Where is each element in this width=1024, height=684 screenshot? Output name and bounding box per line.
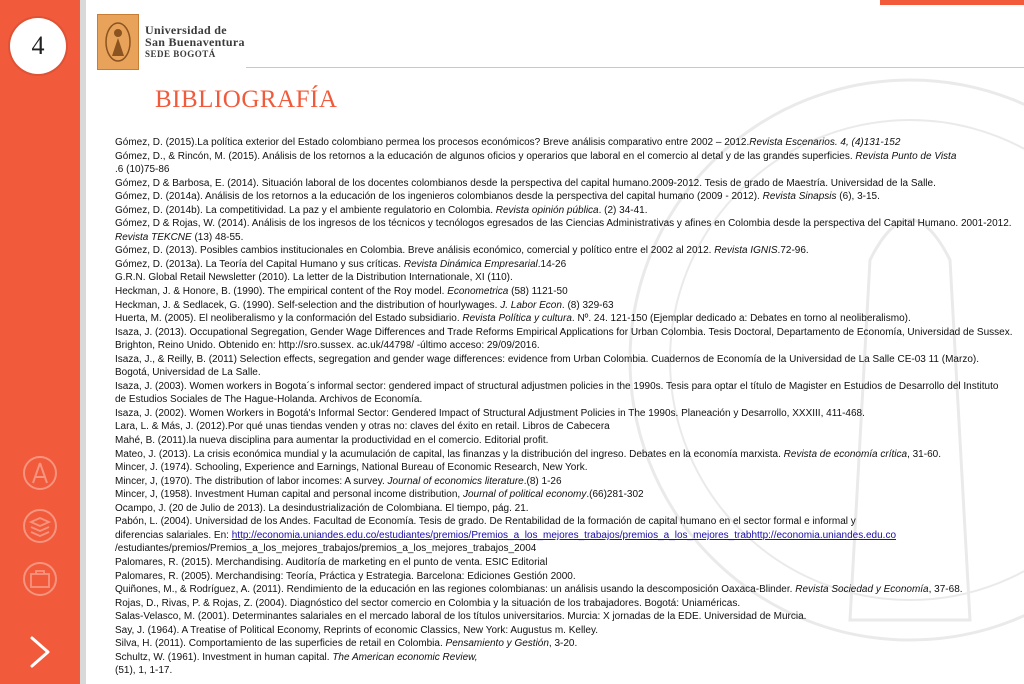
reference-line bbox=[115, 664, 1024, 678]
reference-journal: The American economic Review, bbox=[332, 651, 478, 663]
reference-line bbox=[115, 624, 1024, 638]
reference-line bbox=[115, 475, 1024, 489]
reference-journal: Revista de economía crítica bbox=[783, 448, 908, 460]
reference-suffix: , 37-68. bbox=[928, 584, 963, 596]
reference-journal: Revista IGNIS bbox=[714, 245, 778, 257]
sidebar-edge bbox=[80, 0, 86, 684]
reference-text: Heckman, J. & Honore, B. (1990). The empirical content of the Roy model. bbox=[115, 286, 448, 298]
reference-journal: Revista Escenarios. 4, (4)131-152 bbox=[749, 137, 901, 148]
reference-text: Schultz, W. (1961). Investment in human capital. bbox=[115, 651, 333, 663]
reference-journal: Revista Sociedad y Economía bbox=[795, 584, 929, 596]
reference-text: Gómez, D. (2013). Posibles cambios institucionales en Colombia. Breve análisis económico, comercial y político entre el 2002 al 2012. bbox=[115, 245, 715, 257]
reference-text: Gómez, D. (2014a). Análisis de los retornos a la educación de los ingenieros colombianos desde la perspectiva del capital humano (2009 - 2012). bbox=[115, 191, 763, 203]
reference-line bbox=[115, 407, 1024, 421]
reference-journal: Revista TEKCNE bbox=[115, 231, 192, 243]
reference-line bbox=[115, 556, 1024, 570]
reference-journal: Journal of economics literature bbox=[387, 475, 524, 487]
reference-text: Isaza, J., & Reilly, B. (2011) Selection effects, segregation and gender wage differences: evidence from Urban Colombia. Cuadernos de Economía de la Universidad de La Salle CE-03 11 (Marzo). bbox=[115, 353, 979, 365]
reference-text: Mincer, J, (1970). The distribution of labor incomes: A survey. bbox=[115, 475, 388, 487]
reference-line bbox=[115, 190, 1024, 204]
reference-line bbox=[115, 434, 1024, 448]
top-accent-bar bbox=[880, 0, 1024, 5]
reference-line bbox=[115, 244, 1024, 258]
reference-line bbox=[115, 393, 1024, 407]
reference-line bbox=[115, 163, 1024, 177]
reference-text: Pabón, L. (2004). Universidad de los Andes. Facultad de Economía. Tesis de grado. De Rentabilidad de la formación de capital humano en el sector formal e informal y bbox=[115, 516, 856, 528]
reference-journal: Econometrica bbox=[447, 286, 509, 298]
reference-line bbox=[115, 231, 1024, 245]
sidebar bbox=[0, 0, 80, 684]
reference-suffix: , 3-20. bbox=[548, 638, 578, 650]
reference-text: Mateo, J. (2013). La crisis económica mundial y la acumulación de capital, las finanzas y la distribución del ingreso. Debates en la economía marxista. bbox=[115, 448, 784, 460]
reference-text: .6 (10)75-86 bbox=[115, 164, 170, 176]
reference-suffix: (58) 1121-50 bbox=[508, 286, 568, 298]
reference-text: Gómez, D., & Rincón, M. (2015). Análisis de los retornos a la educación de algunos oficios y operarios que laboral en el comercio al detal y de las grandes superficies. bbox=[115, 150, 856, 162]
reference-line bbox=[115, 217, 1024, 231]
reference-line bbox=[115, 502, 1024, 516]
reference-text: Palomares, R. (2005). Merchandising: Teoría, Práctica y Estrategia. Barcelona: Ediciones Gestión 2000. bbox=[115, 570, 576, 582]
reference-line bbox=[115, 353, 1024, 367]
reference-line bbox=[115, 366, 1024, 380]
reference-line bbox=[115, 326, 1024, 340]
reference-journal: Revista opinión pública bbox=[495, 204, 599, 216]
books-icon[interactable] bbox=[22, 508, 58, 544]
reference-text: (51), 1, 1-17. bbox=[115, 665, 173, 677]
reference-journal: J. Labor Econ bbox=[500, 299, 562, 311]
reference-line bbox=[115, 271, 1024, 285]
reference-text: Ocampo, J. (20 de Julio de 2013). La desindustrialización de Colombiana. El tiempo, pág. 21. bbox=[115, 502, 529, 514]
reference-line bbox=[115, 339, 1024, 353]
reference-text: Quiñones, M., & Rodríguez, A. (2011). Rendimiento de la educación en las regiones colombianas: un análisis usando la descomposición Oaxaca-Blinder. bbox=[115, 584, 796, 596]
reference-suffix: .(8) 1-26 bbox=[523, 475, 562, 487]
reference-text: Silva, H. (2011). Comportamiento de las superficies de retail en Colombia. bbox=[115, 638, 446, 650]
reference-line bbox=[115, 136, 1024, 150]
reference-list bbox=[115, 136, 1024, 678]
reference-text: Bogotá, Universidad de La Salle. bbox=[115, 367, 261, 379]
reference-suffix: .72-96. bbox=[777, 245, 809, 257]
reference-text: Isaza, J. (2013). Occupational Segregation, Gender Wage Differences and Trade Reforms Empirical Applications for Urban Colombia. Tesis Doctoral, Departamento de Economía, Universidad de Sussex. bbox=[115, 326, 1013, 338]
reference-line bbox=[115, 488, 1024, 502]
reference-suffix: (6), 3-15. bbox=[836, 191, 880, 203]
reference-journal: Pensamiento y Gestión bbox=[445, 638, 549, 650]
reference-text: Gómez, D. (2014b). La competitividad. La paz y el ambiente regulatorio en Colombia. bbox=[115, 204, 496, 216]
reference-text: Gómez, D & Barbosa, E. (2014). Situación laboral de los docentes colombianos desde la perspectiva del capital humano.2009-2012. Tesis de grado de Maestría. Universidad de la Salle. bbox=[115, 177, 936, 189]
reference-text: Say, J. (1964). A Treatise of Political Economy, Reprints of economic Classics, New York: Augustus m. Kelley. bbox=[115, 624, 598, 636]
reference-line bbox=[115, 258, 1024, 272]
reference-text: Gómez, D & Rojas, W. (2014). Análisis de los ingresos de los técnicos y tecnólogos egresados de las Ciencias Administrativas y afines en Colombia desde la perspectiva del Capital Humano. 2001-2012. bbox=[115, 218, 1012, 230]
reference-journal: Revista Punto de Vista bbox=[855, 150, 957, 162]
reference-journal: Revista Dinámica Empresarial bbox=[403, 258, 538, 270]
reference-suffix: .14-26 bbox=[537, 258, 567, 270]
reference-suffix: , 31-60. bbox=[907, 448, 941, 460]
reference-line bbox=[115, 285, 1024, 299]
reference-text: Mincer, J. (1974). Schooling, Experience and Earnings, National Bureau of Economic Research, New York. bbox=[115, 462, 588, 474]
reference-line bbox=[115, 380, 1024, 394]
reference-line bbox=[115, 597, 1024, 611]
logo-line-1: Universidad de bbox=[145, 23, 227, 37]
anchor-icon[interactable] bbox=[22, 455, 58, 491]
reference-line bbox=[115, 150, 1024, 164]
reference-line bbox=[115, 177, 1024, 191]
reference-text: G.R.N. Global Retail Newsletter (2010). La letter de la Distribution Internationale, XI (110). bbox=[115, 272, 513, 284]
reference-suffix: . (8) 329-63 bbox=[561, 299, 614, 311]
reference-link[interactable]: http://economia.uniandes.edu.co/estudiantes/premios/Premios_a_los_mejores_trabajos/premios_a_los_mejores_trabhttp://economia.uniandes.edu.co bbox=[231, 529, 897, 541]
reference-text: Isaza, J. (2002). Women Workers in Bogotá's Informal Sector: Gendered Impact of Structural Adjustment Policies in The 1990s. Planeación y Desarrollo, XXXIII, 411-468. bbox=[115, 407, 865, 419]
page-title: BIBLIOGRAFÍA bbox=[155, 86, 338, 113]
reference-line bbox=[115, 637, 1024, 651]
chevron-right-icon[interactable] bbox=[22, 632, 58, 672]
reference-text: Mincer, J, (1958). Investment Human capital and personal income distribution, bbox=[115, 489, 463, 501]
reference-line bbox=[115, 448, 1024, 462]
reference-line bbox=[115, 312, 1024, 326]
reference-line bbox=[115, 529, 1024, 543]
logo-text bbox=[145, 24, 245, 60]
reference-text: Salas-Velasco, M. (2001). Determinantes salariales en el mercado laboral de los títulos universitarios. Murcia: X jornadas de la EDE. Universidad de Murcia. bbox=[115, 611, 807, 623]
reference-text: Lara, L. & Más, J. (2012).Por qué unas tiendas venden y otras no: claves del éxito en retail. Libros de Cabecera bbox=[115, 421, 610, 433]
reference-journal: Revista Política y cultura bbox=[462, 313, 572, 325]
reference-text: Palomares, R. (2015). Merchandising. Auditoría de marketing en el punto de venta. ESIC Editorial bbox=[115, 556, 548, 568]
reference-journal: Journal of political economy bbox=[462, 489, 587, 501]
reference-text: Gómez, D. (2015).La política exterior del Estado colombiano permea los procesos económicos? Breve análisis comparativo entre 2002 – 2012. bbox=[115, 137, 750, 148]
reference-line bbox=[115, 583, 1024, 597]
reference-suffix: .(66)281-302 bbox=[586, 489, 644, 501]
briefcase-icon[interactable] bbox=[22, 561, 58, 597]
logo-line-2: San Buenaventura bbox=[145, 35, 245, 49]
reference-text: Isaza, J. (2003). Women workers in Bogota´s informal sector: gendered impact of structural adjustmen policies in the 1990s. Tesis para optar el título de Magister en Estudios de Desarrollo del Instituto bbox=[115, 380, 999, 392]
reference-text: Huerta, M. (2005). El neoliberalismo y la conformación del Estado subsidiario. bbox=[115, 313, 463, 325]
reference-line bbox=[115, 204, 1024, 218]
reference-text: Gómez, D. (2013a). La Teoría del Capital Humano y sus críticas. bbox=[115, 258, 404, 270]
reference-line bbox=[115, 420, 1024, 434]
reference-line bbox=[115, 515, 1024, 529]
crest-icon bbox=[97, 14, 139, 70]
reference-text: de Estudios Sociales de The Hague-Holanda. Archivos de Economía. bbox=[115, 394, 423, 406]
reference-text: Mahé, B. (2011).la nueva disciplina para aumentar la productividad en el comercio. Editorial profit. bbox=[115, 435, 549, 447]
reference-text: Rojas, D., Rivas, P. & Rojas, Z. (2004). Diagnóstico del sector comercio en Colombia y la situación de los trabajadores. Bogotá: Uniaméricas. bbox=[115, 597, 741, 609]
reference-line bbox=[115, 651, 1024, 665]
reference-suffix: . (2) 34-41. bbox=[598, 204, 648, 216]
page-number-badge: 4 bbox=[10, 18, 66, 74]
reference-line bbox=[115, 570, 1024, 584]
logo-line-3: SEDE BOGOTÁ bbox=[145, 49, 216, 59]
reference-line bbox=[115, 542, 1024, 556]
reference-text: Heckman, J. & Sedlacek, G. (1990). Self-selection and the distribution of hourlywages. bbox=[115, 299, 501, 311]
reference-line bbox=[115, 461, 1024, 475]
reference-text: Brighton, Reino Unido. Obtenido en: http://sro.sussex. ac.uk/44798/ -último acceso: 29/09/2016. bbox=[115, 340, 540, 352]
reference-journal: Revista Sinapsis bbox=[762, 191, 837, 203]
university-logo bbox=[97, 14, 245, 70]
reference-suffix: (13) 48-55. bbox=[191, 231, 244, 243]
reference-text: /estudiantes/premios/Premios_a_los_mejores_trabajos/premios_a_los_mejores_trabajos_2004 bbox=[115, 543, 537, 555]
reference-text: diferencias salariales. En: bbox=[115, 529, 232, 541]
reference-line bbox=[115, 610, 1024, 624]
reference-line bbox=[115, 299, 1024, 313]
reference-suffix: . Nº. 24. 121-150 (Ejemplar dedicado a: Debates en torno al neoliberalismo). bbox=[571, 313, 911, 325]
